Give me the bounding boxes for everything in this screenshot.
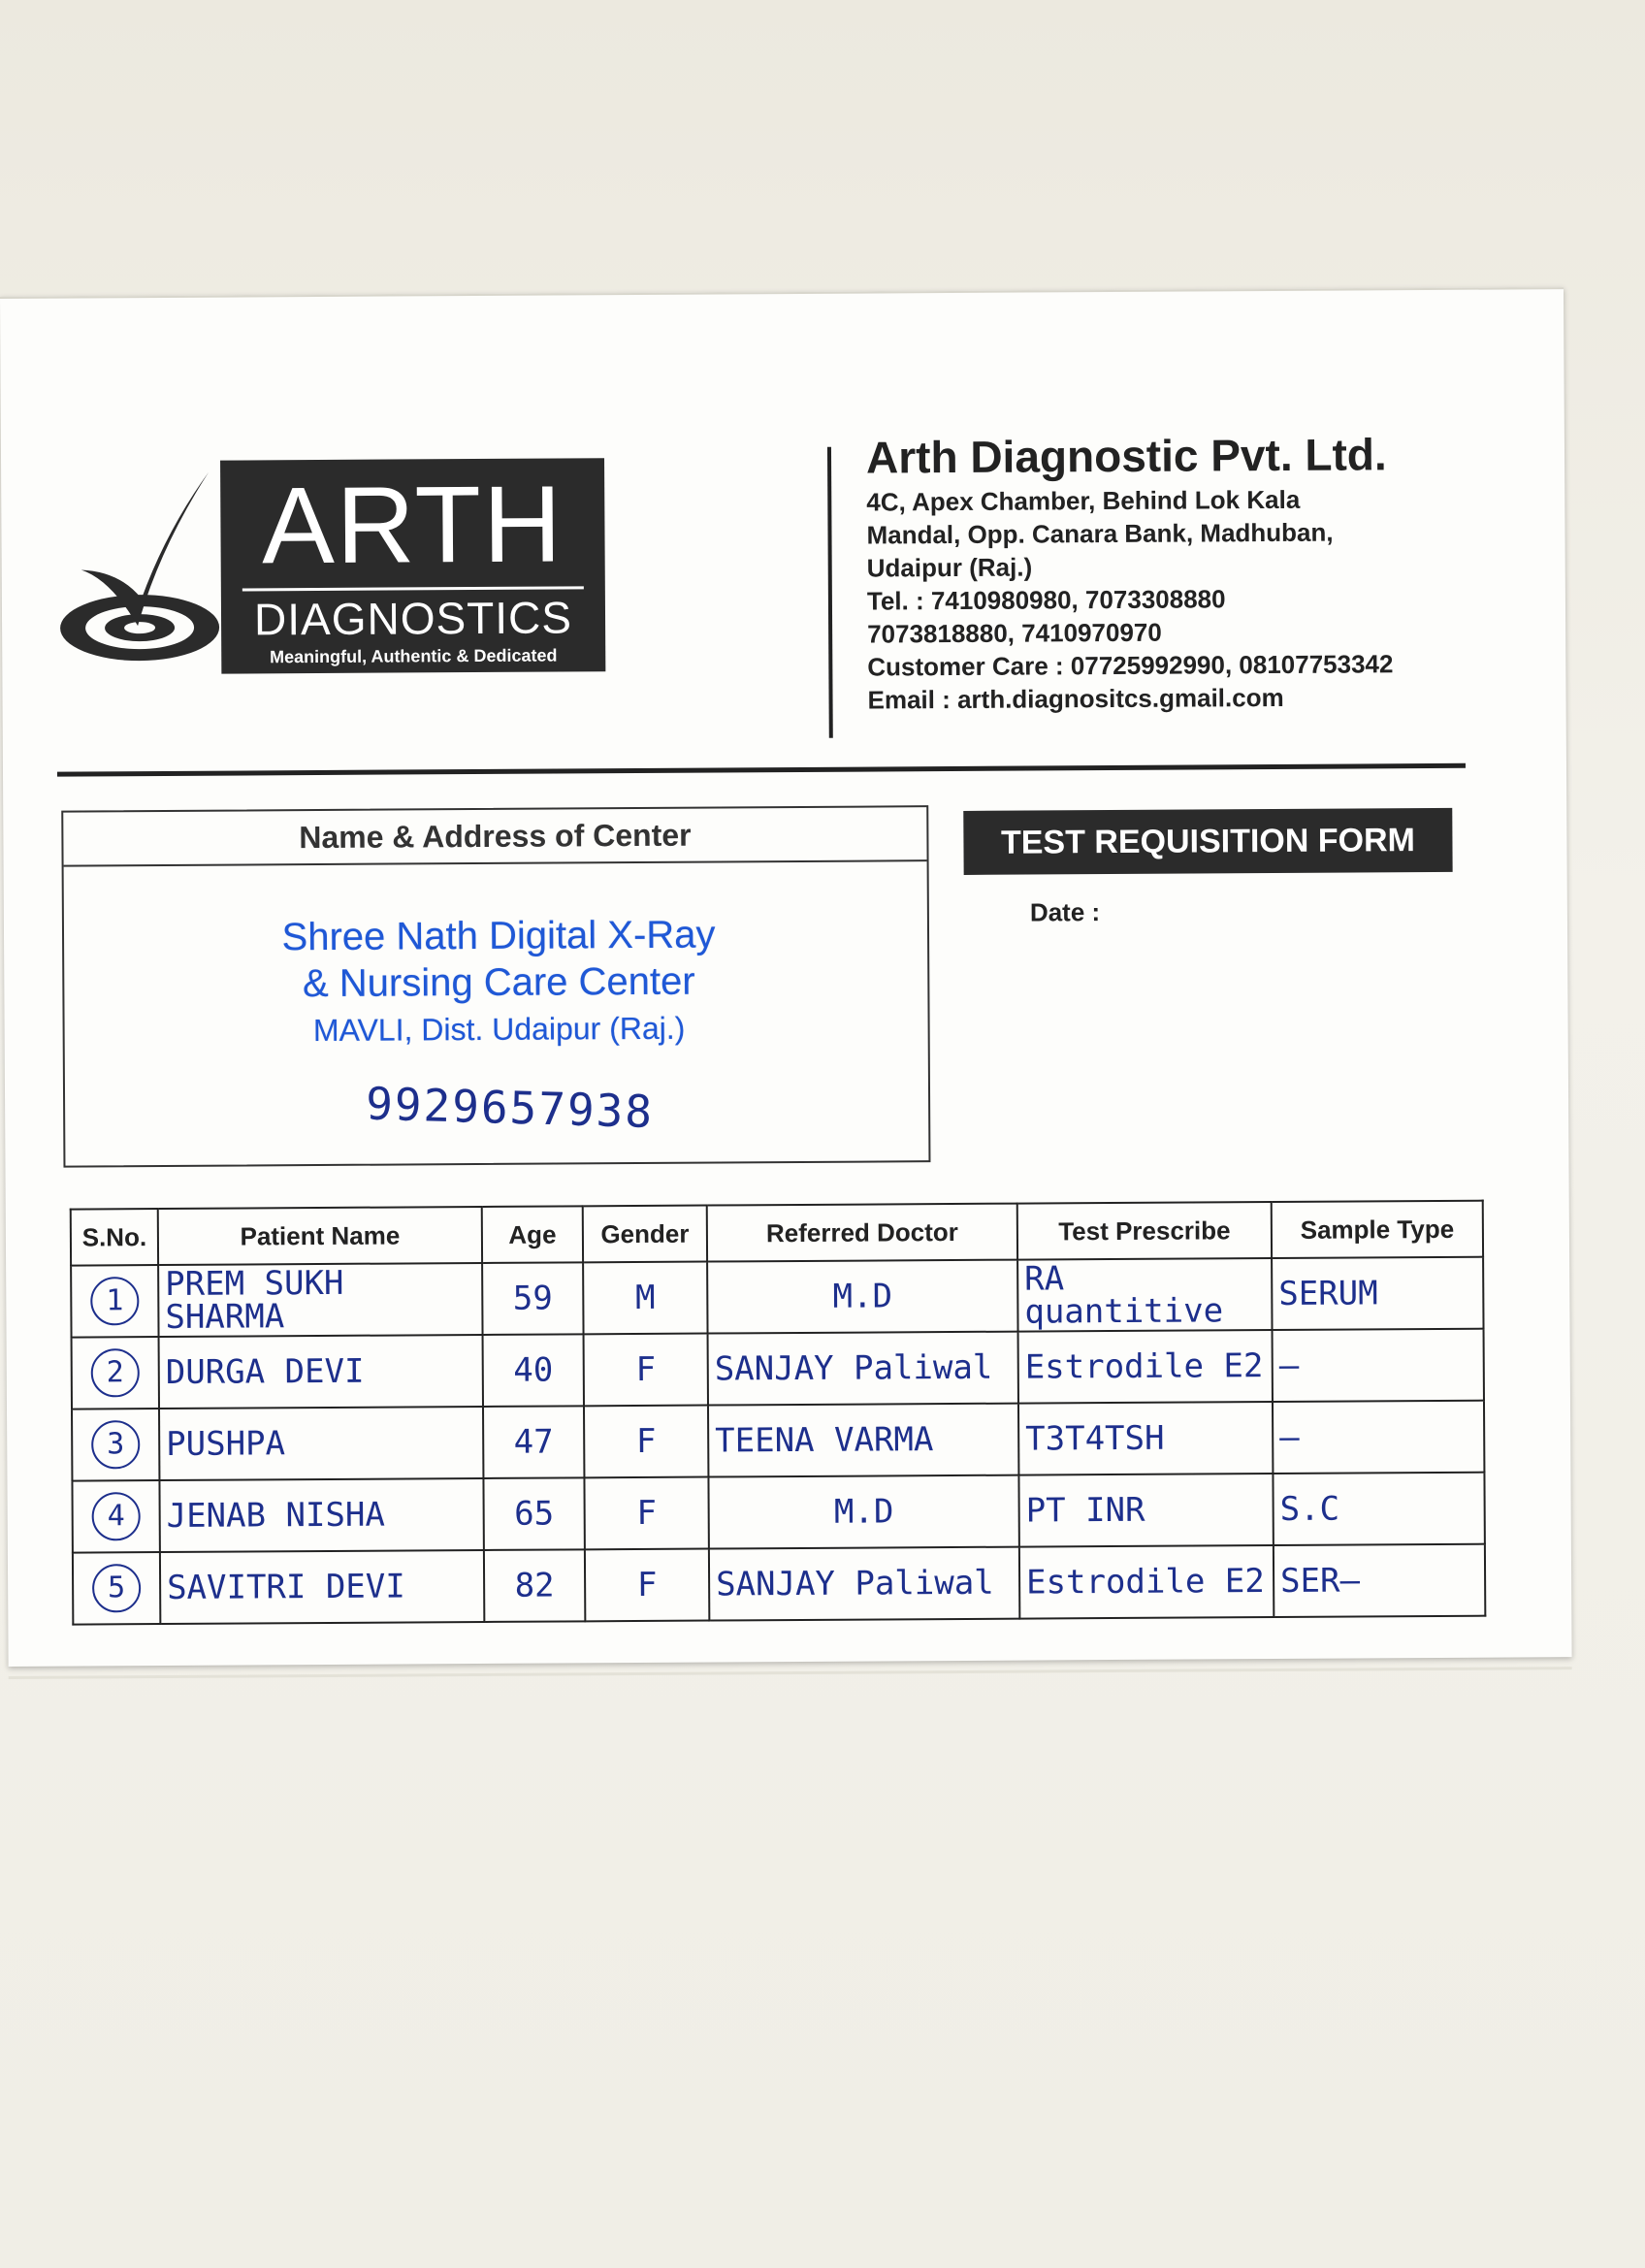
- patient-age: 40: [483, 1334, 584, 1407]
- center-phone-handwritten: 9929657938: [365, 1077, 655, 1139]
- logo-subtitle: DIAGNOSTICS: [253, 592, 573, 645]
- patient-name: PREM SUKH SHARMA: [158, 1263, 482, 1337]
- center-box-heading: Name & Address of Center: [63, 807, 926, 866]
- header-test-prescribe: Test Prescribe: [1017, 1202, 1272, 1260]
- sample-type: S.C: [1273, 1473, 1484, 1545]
- patient-age: 59: [482, 1262, 583, 1335]
- sample-type: SERUM: [1272, 1257, 1483, 1330]
- patient-gender: F: [584, 1477, 708, 1550]
- address-line-2: Mandal, Opp. Canara Bank, Madhuban,: [866, 517, 1334, 550]
- row-number: 5: [92, 1564, 141, 1612]
- stamp-line-3: MAVLI, Dist. Udaipur (Raj.): [312, 1010, 686, 1049]
- header-rule: [57, 763, 1466, 777]
- header-gender: Gender: [583, 1206, 707, 1263]
- test-prescribed: Estrodile E2: [1018, 1330, 1273, 1404]
- test-prescribed: Estrodile E2: [1019, 1545, 1274, 1619]
- table-row: [72, 1329, 1484, 1409]
- address-line-1: 4C, Apex Chamber, Behind Lok Kala: [866, 484, 1301, 517]
- test-prescribed: T3T4TSH: [1018, 1402, 1273, 1475]
- telephone-line-1: Tel. : 7410980980, 7073308880: [866, 584, 1226, 616]
- patient-age: 47: [483, 1406, 584, 1478]
- row-number: 3: [91, 1420, 140, 1469]
- target-check-logo-icon: [51, 463, 227, 667]
- email: Email : arth.diagnositcs.gmail.com: [867, 682, 1284, 715]
- table-row: [73, 1544, 1485, 1625]
- patient-name: PUSHPA: [159, 1407, 483, 1480]
- logo-tagline: Meaningful, Authentic & Dedicated: [270, 645, 558, 667]
- referred-doctor: M.D: [708, 1475, 1018, 1549]
- patient-table: [70, 1200, 1487, 1626]
- stamp-line-2: & Nursing Care Center: [302, 959, 695, 1006]
- sample-type: —: [1273, 1401, 1484, 1474]
- test-prescribed: RA quantitive: [1017, 1258, 1272, 1332]
- patient-name: JENAB NISHA: [159, 1478, 483, 1552]
- patient-gender: F: [584, 1406, 708, 1478]
- stamp-line-1: Shree Nath Digital X-Ray: [281, 913, 716, 959]
- company-name: Arth Diagnostic Pvt. Ltd.: [865, 429, 1387, 483]
- row-number: 4: [92, 1492, 141, 1540]
- table-row: [72, 1401, 1484, 1481]
- company-info: [866, 425, 1547, 716]
- row-number: 2: [91, 1348, 140, 1397]
- referred-doctor: M.D: [707, 1260, 1017, 1334]
- table-header-row: [71, 1201, 1483, 1266]
- logo-box: [220, 458, 605, 673]
- form-title: TEST REQUISITION FORM: [963, 808, 1452, 875]
- patient-name: DURGA DEVI: [159, 1335, 483, 1409]
- patient-name: SAVITRI DEVI: [160, 1550, 484, 1624]
- customer-care: Customer Care : 07725992990, 08107753342: [867, 649, 1394, 682]
- header-patient-name: Patient Name: [158, 1207, 482, 1265]
- patient-gender: F: [585, 1549, 709, 1622]
- header-sno: S.No.: [71, 1209, 158, 1266]
- header-referred-doctor: Referred Doctor: [707, 1204, 1017, 1262]
- telephone-line-2: 7073818880, 7410970970: [867, 617, 1162, 649]
- header-sample-type: Sample Type: [1272, 1201, 1483, 1258]
- row-number: 1: [90, 1277, 139, 1325]
- patient-gender: M: [583, 1262, 707, 1335]
- patient-gender: F: [584, 1334, 708, 1407]
- sample-type: SER—: [1274, 1544, 1485, 1617]
- patient-age: 65: [483, 1477, 584, 1550]
- patient-age: 82: [484, 1549, 585, 1622]
- logo-wordmark: ARTH: [261, 463, 564, 587]
- referred-doctor: SANJAY Paliwal: [708, 1332, 1018, 1406]
- test-prescribed: PT INR: [1018, 1474, 1273, 1547]
- referred-doctor: SANJAY Paliwal: [709, 1547, 1019, 1621]
- header-divider: [827, 447, 833, 738]
- center-address-box: [61, 805, 930, 1167]
- table-row: [71, 1257, 1483, 1338]
- sample-type: —: [1273, 1329, 1484, 1402]
- center-stamp: [275, 911, 723, 1053]
- header-age: Age: [482, 1206, 583, 1263]
- table-row: [72, 1473, 1484, 1553]
- date-label: Date :: [1029, 897, 1101, 927]
- address-line-3: Udaipur (Raj.): [866, 552, 1033, 583]
- referred-doctor: TEENA VARMA: [708, 1404, 1018, 1477]
- logo-divider: [242, 586, 584, 591]
- requisition-form-sheet: [0, 287, 1572, 1667]
